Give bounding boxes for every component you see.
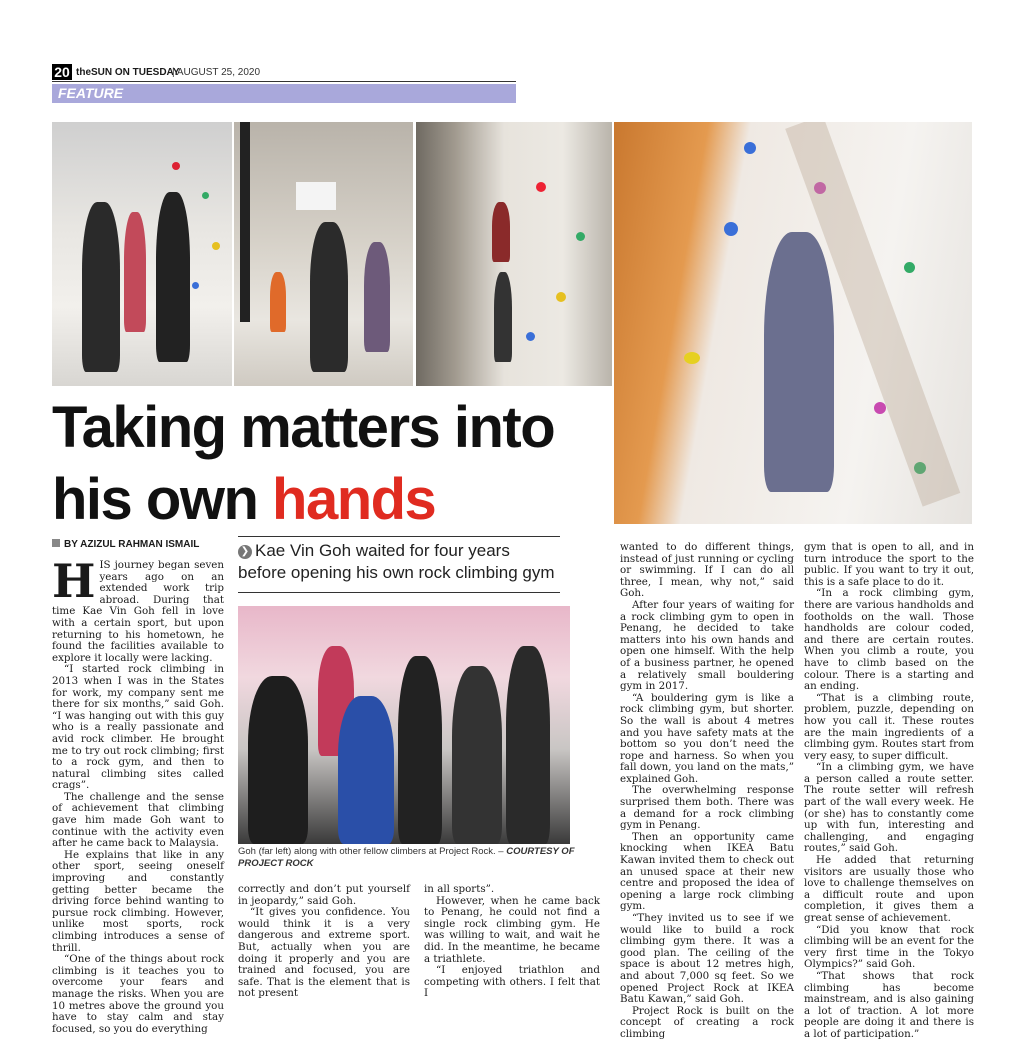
- article-paragraph: “I started rock climbing in 2013 when I was in the States for work, my company sent me there for six months,” said Goh. “I was hanging out with this guy who is a really passionate and avid rock climber. He brought me to try out rock climbing; first to a rock gym, and then to natural climbing sites called crags”.: [52, 663, 224, 792]
- article-paragraph: After four years of waiting for a rock climbing gym to open in Penang, he decided to take matters into his own hands and open one himself. With the help of a business partner, he opened a relatively small bouldering gym in 2017.: [620, 598, 794, 693]
- chevron-right-icon: ❯: [238, 545, 252, 559]
- article-column-4: [620, 542, 794, 1041]
- article-paragraph: HIS journey began seven years ago on an extended work trip abroad. During that time Kae Vin Goh fell in love with a certain sport, but upon returning to his hometown, he found the facilities available to explore it locally were lacking.: [52, 554, 224, 664]
- article-paragraph: “That shows that rock climbing has become mainstream, and is also gaining a lot of traction. A lot more people are doing it and there is a lot of participation.”: [804, 969, 974, 1040]
- article-paragraph: He added that returning visitors are usually those who love to challenge themselves on a difficult route and upon completion, it gives them a great sense of achievement.: [804, 854, 974, 924]
- article-paragraph: in all sports”.: [424, 883, 495, 895]
- article-column-3: [424, 884, 600, 1000]
- byline-square-icon: [52, 539, 60, 547]
- article-paragraph: “Did you know that rock climbing will be an event for the very first time in the Tokyo Olympics?” said Goh.: [804, 923, 974, 971]
- article-column-5: [804, 542, 974, 1041]
- drop-cap: H: [52, 554, 96, 608]
- photo-instructor-with-climber: [52, 122, 232, 386]
- article-column-2: [238, 884, 410, 1000]
- article-paragraph: “A bouldering gym is like a rock climbing gym, but shorter. So the wall is about 4 metres and you have safety mats at the bottom so you don’t need the rope and harness. So when you fall down, you land on the mats,” explained Goh.: [620, 691, 794, 785]
- photo-caption: [238, 846, 578, 870]
- byline: [52, 538, 199, 552]
- photo-group-of-climbers: [238, 606, 570, 844]
- article-paragraph: However, when he came back to Penang, he could not find a single rock climbing gym. He was willing to wait, and wait he did. In the meantime, he became a triathlete.: [424, 894, 600, 965]
- section-label: FEATURE: [52, 84, 516, 103]
- kicker-text: Kae Vin Goh waited for four years before opening his own rock climbing gym: [238, 541, 555, 582]
- article-paragraph: “In a rock climbing gym, there are various handholds and footholds on the wall. Those handholds are colour coded, and there are certain routes. When you climb a route, you have to climb based on the colour. There is a starting and an ending.: [804, 587, 974, 693]
- kicker-bottom-rule: [238, 592, 560, 593]
- caption-credit: COURTESY OF PROJECT ROCK: [238, 846, 575, 869]
- byline-text: BY AZIZUL RAHMAN ISMAIL: [64, 539, 200, 550]
- article-paragraph: Then an opportunity came knocking when IKEA Batu Kawan invited them to check out an unused space at their new centre and proposed the idea of opening a large rock climbing gym.: [620, 830, 794, 913]
- photo-climbing-wall: [416, 122, 612, 386]
- article-paragraph: He explains that like in any other sport, seeing oneself improving and constantly getting better became the driving force behind wanting to pursue rock climbing. However, unlike most sports, rock climbing introduces a sense of thrill.: [52, 848, 224, 954]
- headline: [52, 392, 612, 536]
- article-paragraph: correctly and don’t put yourself in jeopardy,” said Goh.: [238, 883, 410, 907]
- headline-line-1: Taking matters into: [52, 395, 555, 460]
- photo-woman-climbing: [614, 122, 972, 524]
- kicker: [238, 540, 560, 584]
- publication-name: theSUN ON TUESDAY: [76, 67, 180, 78]
- article-paragraph: The overwhelming response surprised them both. There was a demand for a rock climbing gym in Penang.: [620, 784, 794, 832]
- caption-text: Goh (far left) along with other fellow climbers at Project Rock. –: [238, 846, 507, 857]
- publication-date: | AUGUST 25, 2020: [172, 67, 261, 78]
- article-paragraph: gym that is open to all, and in turn introduce the sport to the public. If you want to try it out, this is a safe place to do it.: [804, 541, 974, 588]
- article-paragraph: “They invited us to see if we would like to build a rock climbing gym there. It was a good plan. The ceiling of the space is about 12 metres high, and about 7,000 sq feet. So we opened Project Rock at IKEA Batu Kawan,” said Goh.: [620, 912, 794, 1006]
- article-column-1: [52, 554, 224, 1035]
- page-number: 20: [52, 64, 72, 80]
- article-paragraph: “One of the things about rock climbing is it teaches you to overcome your fears and manage the risks. When you are 10 metres above the ground you have to stay calm and stay focused, so you do everything: [52, 953, 224, 1035]
- article-paragraph: “That is a climbing route, problem, puzzle, depending on how you call it. These routes are the main ingredients of a climbing gym. Routes start from very easy, to super difficult.: [804, 691, 974, 762]
- article-paragraph: The challenge and the sense of achievement that climbing gave him made Goh want to continue with the activity even after he came back to Malaysia.: [52, 790, 224, 850]
- headline-black-text: his own: [52, 467, 258, 532]
- headline-red-text: hands: [272, 467, 436, 532]
- article-paragraph: wanted to do different things, instead of just running or cycling or swimming. If I can do all three, I mean, why not,” said Goh.: [620, 541, 794, 600]
- headline-line-2: [52, 464, 612, 536]
- article-paragraph: Project Rock is built on the concept of creating a rock climbing: [620, 1004, 794, 1040]
- kicker-top-rule: [238, 536, 560, 537]
- article-paragraph: “In a climbing gym, we have a person called a route setter. The route setter will refresh part of the wall every week. He (or she) has to constantly come up with fun, interesting and challenging, and engaging routes,” said Goh.: [804, 761, 974, 855]
- article-paragraph: “It gives you confidence. You would think it is a very dangerous and extreme sport. But, actually when you are doing it properly and you are trained and focused, you are safe. That is the element that is not present: [238, 906, 410, 1000]
- photo-gym-harness-check: [234, 122, 413, 386]
- masthead-rule: [52, 81, 516, 82]
- article-paragraph: “I enjoyed triathlon and competing with others. I felt that I: [424, 964, 600, 1000]
